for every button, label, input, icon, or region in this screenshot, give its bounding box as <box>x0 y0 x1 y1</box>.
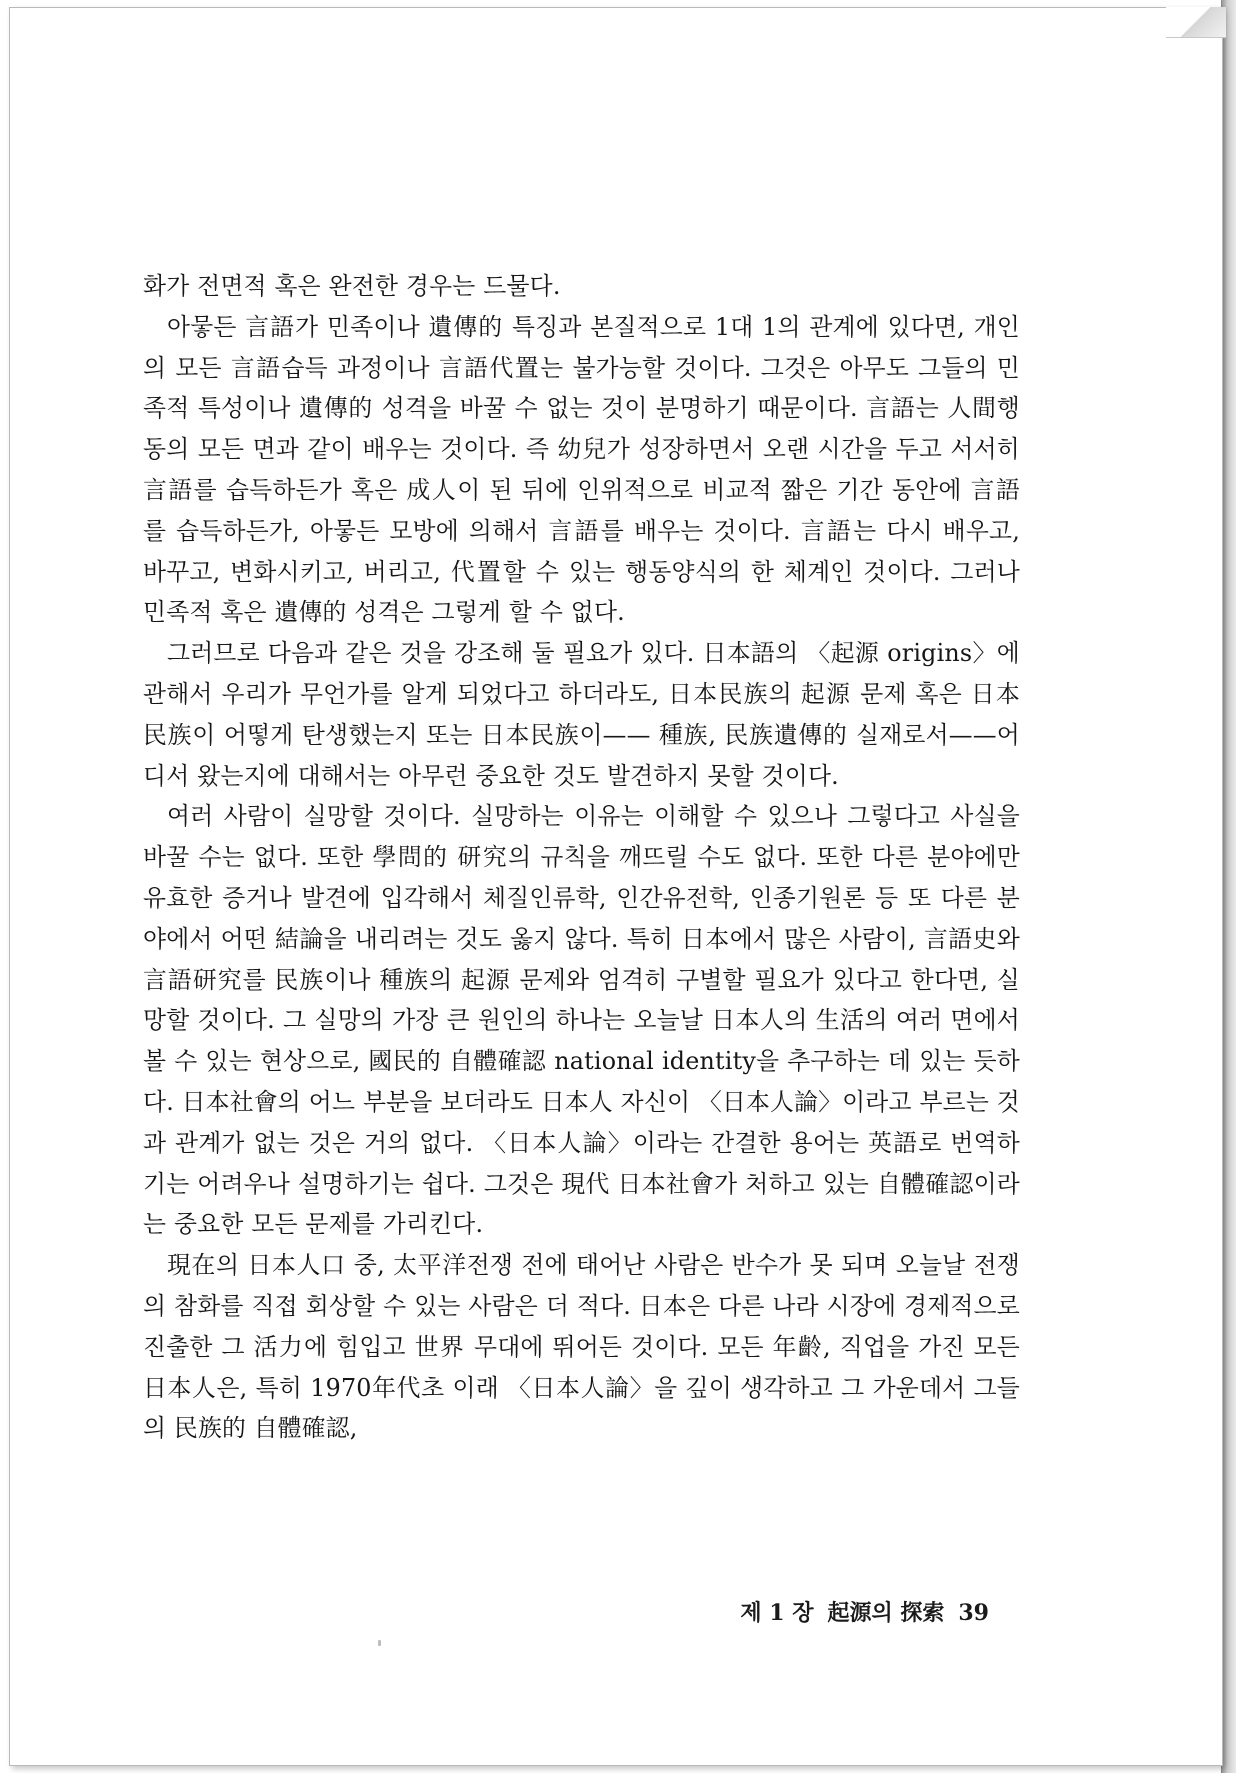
paragraph: 그러므로 다음과 같은 것을 강조해 둘 필요가 있다. 日本語의 〈起源 origins〉에 관해서 우리가 무언가를 알게 되었다고 하더라도, 日本民族의 起源 문제 혹은 日本民族이 어떻게 탄생했는지 또는 日本民族이—— 種族, 民族遺傳的 실재로서——어디서 왔는지에 대해서는 아무런 중요한 것도 발견하지 못할 것이다. <box>143 639 1020 790</box>
footer-chapter: 제 1 장 <box>740 1600 814 1626</box>
paragraph-continuation: 화가 전면적 혹은 완전한 경우는 드물다. <box>143 272 561 300</box>
body-text <box>143 266 1020 1449</box>
paragraph: 現在의 日本人口 중, 太平洋전쟁 전에 태어난 사람은 반수가 못 되며 오늘날 전쟁의 참화를 직접 회상할 수 있는 사람은 더 적다. 日本은 다른 나라 시장에 경제적으로 진출한 그 活力에 힘입고 世界 무대에 뛰어든 것이다. 모든 年齡, 직업을 가진 모든 日本人은, 특히 1970年代초 이래 〈日本人論〉을 깊이 생각하고 그 가운데서 그들의 民族的 自體確認, <box>143 1251 1020 1443</box>
paragraph: 여러 사람이 실망할 것이다. 실망하는 이유는 이해할 수 있으나 그렇다고 사실을 바꿀 수는 없다. 또한 學問的 研究의 규칙을 깨뜨릴 수도 없다. 또한 다른 분야에만 유효한 증거나 발견에 입각해서 체질인류학, 인간유전학, 인종기원론 등 또 다른 분야에서 어떤 結論을 내리려는 것도 옳지 않다. 특히 日本에서 많은 사람이, 言語史와 言語研究를 民族이나 種族의 起源 문제와 엄격히 구별할 필요가 있다고 한다면, 실망할 것이다. 그 실망의 가장 큰 원인의 하나는 오늘날 日本人의 生活의 여러 면에서 볼 수 있는 현상으로, 國民的 自體確認 national identity을 추구하는 데 있는 듯하다. 日本社會의 어느 부분을 보더라도 日本人 자신이 〈日本人論〉이라고 부르는 것과 관계가 없는 것은 거의 없다. 〈日本人論〉이라는 간결한 용어는 英語로 번역하기는 어려우나 설명하기는 쉽다. 그것은 現代 日本社會가 처하고 있는 自體確認이라는 중요한 모든 문제를 가리킨다. <box>143 802 1020 1239</box>
footer-section: 起源의 探索 <box>827 1600 945 1626</box>
paragraph: 아뭏든 言語가 민족이나 遺傳的 특징과 본질적으로 1대 1의 관계에 있다면, 개인의 모든 言語습득 과정이나 言語代置는 불가능할 것이다. 그것은 아무도 그들의 민족적 특성이나 遺傳的 성격을 바꿀 수 없는 것이 분명하기 때문이다. 言語는 人間행동의 모든 면과 같이 배우는 것이다. 즉 幼兒가 성장하면서 오랜 시간을 두고 서서히 言語를 습득하든가 혹은 成人이 된 뒤에 인위적으로 비교적 짧은 기간 동안에 言語를 습득하든가, 아뭏든 모방에 의해서 言語를 배우는 것이다. 言語는 다시 배우고, 바꾸고, 변화시키고, 버리고, 代置할 수 있는 행동양식의 한 체계인 것이다. 그러나 민족적 혹은 遺傳的 성격은 그렇게 할 수 없다. <box>143 312 1020 627</box>
page-stack-edge <box>1221 0 1236 1773</box>
page-number: 39 <box>958 1600 989 1626</box>
page-curl-corner <box>1166 7 1226 38</box>
scan-speck <box>378 1640 381 1646</box>
running-footer <box>726 1596 989 1627</box>
book-page <box>9 7 1223 1766</box>
